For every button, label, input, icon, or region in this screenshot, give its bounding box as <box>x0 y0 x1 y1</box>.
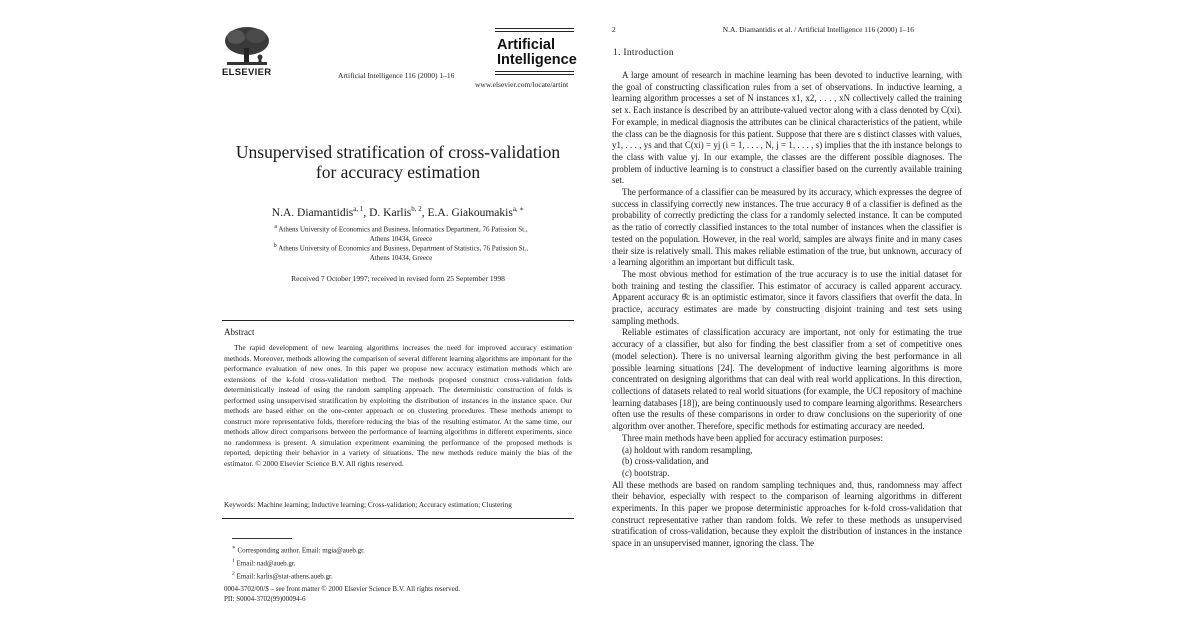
journal-url[interactable]: www.elsevier.com/locate/artint <box>475 80 569 89</box>
author: D. Karlis <box>369 206 412 219</box>
list-item: (c) bootstrap. <box>622 467 670 478</box>
publisher-logo <box>222 26 274 78</box>
journal-reference: Artificial Intelligence 116 (2000) 1–16 <box>338 71 455 80</box>
footnote: ∗ Corresponding author. Email: mgia@aueb.gr. <box>232 545 365 555</box>
right-page <box>612 0 962 628</box>
journal-logo <box>495 28 577 77</box>
left-page <box>222 0 577 628</box>
footnotes <box>232 543 365 581</box>
received-dates: Received 7 October 1997; received in revised form 25 September 1998 <box>291 274 505 283</box>
body-text <box>612 70 962 550</box>
paper-title: Unsupervised stratification of cross-validation for accuracy estimation <box>235 142 561 182</box>
page-number: 2 <box>612 25 616 34</box>
author-marks: b, 2 <box>411 205 422 213</box>
paragraph: The most obvious method for estimation of the true accuracy is to use the initial dataset for both training and testing the classifier. This estimator of accuracy is called apparent accuracy. Apparent accuracy θ̂c is an optimistic estimator, since it favors classifiers that overfit the data. In practice, accuracy estimates are made by constructing disjoint training and test sets using sampling methods. <box>612 268 962 326</box>
paragraph: Three main methods have been applied for accuracy estimation purposes: <box>622 432 883 443</box>
author-list: N.A. Diamantidis$^{a, 1}$, D. Karlis$^{b, 2}$, E.A. Giakoumakis$^{a, ∗}$ <box>271 205 525 219</box>
copyright: 0004-3702/00/$ – see front matter © 2000 Elsevier Science B.V. All rights reserved. PII: S0004-3702(99)00094-6 <box>224 585 460 603</box>
affiliation: $^a$ Athens University of Economics and Business, Informatics Department, 76 Patission St., Athens 10434, Greece <box>274 224 528 243</box>
paragraph: A large amount of research in machine learning has been devoted to inductive learning, with the goal of constructing classification rules from a set of observations. In inductive learning, a learning algorithm processes a set of N instances x1, x2, . . . , xN collectively called the training set x. Each instance is described by an attribute-valued vector along with a class denoted by C(xi). For example, in medical diagnosis the attributes can be clinical characteristics of the patient, while the class can be the diagnosis for this patient. Suppose that there are s distinct classes with values, y1, . . . , ys and that C(xi) = yj (i = 1, . . . , N, j = 1, . . . , s) implies that the ith instance belongs to the class with value yj. In our example, the classes are the different possible diagnoses. The problem of inductive learning is to construct a classifier based on the currently available training set. <box>612 70 962 186</box>
elsevier-tree-icon <box>222 26 272 66</box>
list-item: (b) cross-validation, and <box>622 456 709 467</box>
paragraph: Reliable estimates of classification accuracy are important, not only for estimating the true accuracy of a classifier, but also for finding the best classifier from a set of competitive ones (model selection). There is no universal learning algorithm giving the best performance in all possible learning situations [24]. The development of inductive learning algorithms is more concentrated on designing algorithms that can deal with real world applications. In this direction, collections of datasets related to real world situations (for example, the UCI repository of machine learning databases [18]), are being continuously used to compare learning algorithms. Researchers often use the results of these comparisons in order to draw conclusions on the superiority of one algorithm over another. Therefore, specific methods for estimating accuracy are needed. <box>612 327 962 432</box>
paragraph: All these methods are based on random sampling techniques and, thus, randomness may affect their behavior, especially with respect to the comparison of learning algorithms in different experiments. In this paper we propose deterministic approaches for k-fold cross-validation that construct representative rather than random folds. We refer to these methods as unsupervised stratification of cross-validation, because they exploit the distribution of instances in the instance space in an unsupervised manner, ignoring the class. The <box>612 479 962 549</box>
keywords: Keywords: Machine learning; Inductive learning; Cross-validation; Accuracy estimation; Clustering <box>224 501 512 509</box>
running-head: N.A. Diamantidis et al. / Artificial Intelligence 116 (2000) 1–16 <box>722 25 914 34</box>
affiliation: $^b$ Athens University of Economics and Business, Department of Statistics, 76 Patission St., Athens 10434, Greece <box>273 243 529 262</box>
abstract-bottom-rule <box>222 518 574 519</box>
author-marks: a, 1 <box>353 205 364 213</box>
author: E.A. Giakoumakis <box>427 206 513 219</box>
footnote-rule <box>232 538 292 539</box>
footnote: $^2$ Email: karlis@stat-athens.aueb.gr. <box>232 570 333 580</box>
author-marks: a, ∗ <box>512 205 525 213</box>
paragraph: The performance of a classifier can be measured by its accuracy, which expresses the degree of success in classifying correctly new instances. The true accuracy θ of a classifier is defined as the probability of correctly predicting the class for a randomly selected instance. It can be computed as the ratio of correctly classified instances to the total number of instances when the classifier is tested on the population. However, in the real world, samples are always finite and in many cases their size is relatively small. This makes reliable estimation of the true, but unknown, accuracy of a learning algorithm an important but difficult task. <box>612 187 962 268</box>
footnote: $^1$ Email: nad@aueb.gr. <box>232 557 296 568</box>
author: N.A. Diamantidis <box>271 206 354 219</box>
abstract-text: The rapid development of new learning algorithms increases the need for improved accuracy estimation methods. Moreover, methods allowing the comparison of several different learning algorithms are important for the performance evaluation of new ones. In this paper we propose new accuracy estimation methods which are extensions of the k-fold cross-validation method. The methods proposed construct cross-validation folds deterministically instead of using the random sampling approach. The deterministic construction of folds is performed using unsupervised stratification by exploiting the distribution of instances in the instance space. Our methods are based either on the one-center approach or on clustering procedures. These methods attempt to construct more representative folds, therefore reducing the bias of the resulting estimator. At the same time, our methods allow direct comparisons between the performance of learning algorithms in different experiments, since no randomness is present. A simulation experiment examining the performance of the proposed methods is reported, depicting their behavior in a variety of situations. The new methods reduce mainly the bias of the estimator. © 2000 Elsevier Science B.V. All rights reserved. <box>224 343 572 468</box>
abstract-top-rule <box>222 320 574 321</box>
section-heading: 1. Introduction <box>613 48 674 58</box>
abstract-heading: Abstract <box>224 327 255 337</box>
publisher-name: ELSEVIER <box>222 67 272 78</box>
list-item: (a) holdout with random resampling, <box>622 444 753 455</box>
journal-logo-text: Artificial Intelligence <box>497 37 577 68</box>
